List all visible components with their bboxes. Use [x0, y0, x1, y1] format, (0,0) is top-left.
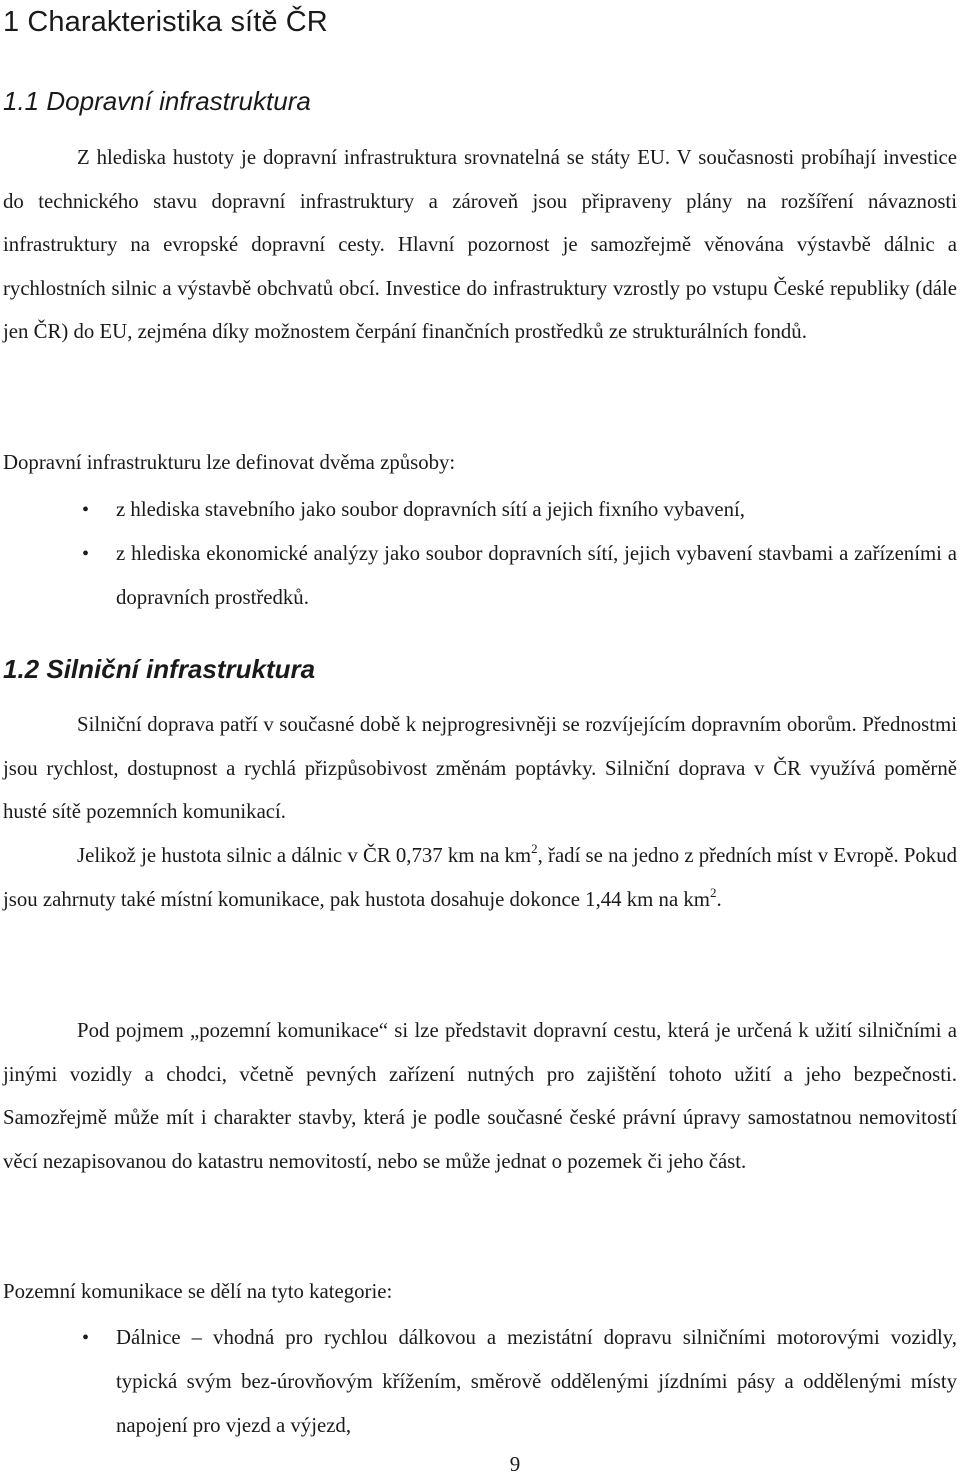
paragraph-road-transport: Silniční doprava patří v současné době k nejprogresivněji se rozvíjejícím dopravním oborům. Přednostmi jsou rychlost, dostupnost a rychlá přizpůsobivost změnám poptávky. Silniční doprava v ČR využívá poměrně husté sítě pozemních komunikací. — [3, 713, 957, 824]
paragraph-pozemni-komunikace-definition: Pod pojmem „pozemní komunikace“ si lze představit dopravní cestu, která je určená k užití silničními a jinými vozidly a chodci, včetně pevných zařízení nutných pro zajištění tohoto užití a jeho bezpečnosti. Samozřejmě může mít i charakter stavby, která je podle současné české právní úpravy samostatnou nemovitostí věcí nezapisovanou do katastru nemovitostí, nebo se může jednat o pozemek či jeho část. — [3, 1019, 957, 1173]
road-density-text-2: , řadí se na jedno z předních míst v Evropě. Pokud jsou zahrnuty také místní komunikace, pak hustota dosahuje dokonce 1,44 km na km — [3, 844, 958, 911]
paragraph-road-density — [3, 834, 957, 921]
categories-bullet-list — [3, 1316, 957, 1448]
bullet-item-dalnice — [3, 1316, 957, 1448]
bullet-text: Dálnice – vhodná pro rychlou dálkovou a mezistátní dopravu silničními motorovými vozidly, typická svým bez-úrovňovým křížením, směrově oddělenými jízdními pásy a oddělenými místy napojení pro vjezd a výjezd, — [116, 1326, 957, 1437]
road-density-text-3: . — [716, 887, 722, 911]
section-heading-dopravni-infrastruktura: 1.1 Dopravní infrastruktura — [3, 86, 311, 116]
section-heading-silnicni-infrastruktura: 1.2 Silniční infrastruktura — [3, 654, 316, 684]
paragraph-definition-intro: Dopravní infrastrukturu lze definovat dvěma způsoby: — [3, 451, 456, 474]
chapter-heading: 1 Charakteristika sítě ČR — [3, 6, 328, 38]
superscript-2: 2 — [709, 884, 717, 900]
bullet-item-stavebni — [3, 488, 957, 532]
bullet-icon: • — [82, 499, 90, 521]
definition-bullet-list — [3, 488, 957, 620]
bullet-text: z hlediska ekonomické analýzy jako soubor dopravních sítí, jejich vybavení stavbami a zařízeními a dopravních prostředků. — [116, 542, 957, 609]
paragraph-categories-intro: Pozemní komunikace se dělí na tyto kategorie: — [3, 1280, 393, 1303]
paragraph-infrastructure-density: Z hlediska hustoty je dopravní infrastruktura srovnatelná se státy EU. V současnosti probíhají investice do technického stavu dopravní infrastruktury a zároveň jsou připraveny plány na rozšíření návaznosti infrastruktury na evropské dopravní cesty. Hlavní pozornost je samozřejmě věnována výstavbě dálnic a rychlostních silnic a výstavbě obchvatů obcí. Investice do infrastruktury vzrostly po vstupu České republiky (dále jen ČR) do EU, zejména díky možnostem čerpání finančních prostředků ze strukturálních fondů. — [3, 146, 957, 344]
road-density-text-1: Jelikož je hustota silnic a dálnic v ČR 0,737 km na km — [77, 844, 532, 867]
bullet-icon: • — [82, 543, 90, 565]
page-number: 9 — [509, 1452, 521, 1476]
superscript-2: 2 — [531, 841, 538, 856]
bullet-text: z hlediska stavebního jako soubor dopravních sítí a jejich fixního vybavení, — [116, 498, 745, 521]
bullet-item-ekonomicke — [3, 532, 957, 620]
bullet-icon: • — [82, 1327, 90, 1349]
